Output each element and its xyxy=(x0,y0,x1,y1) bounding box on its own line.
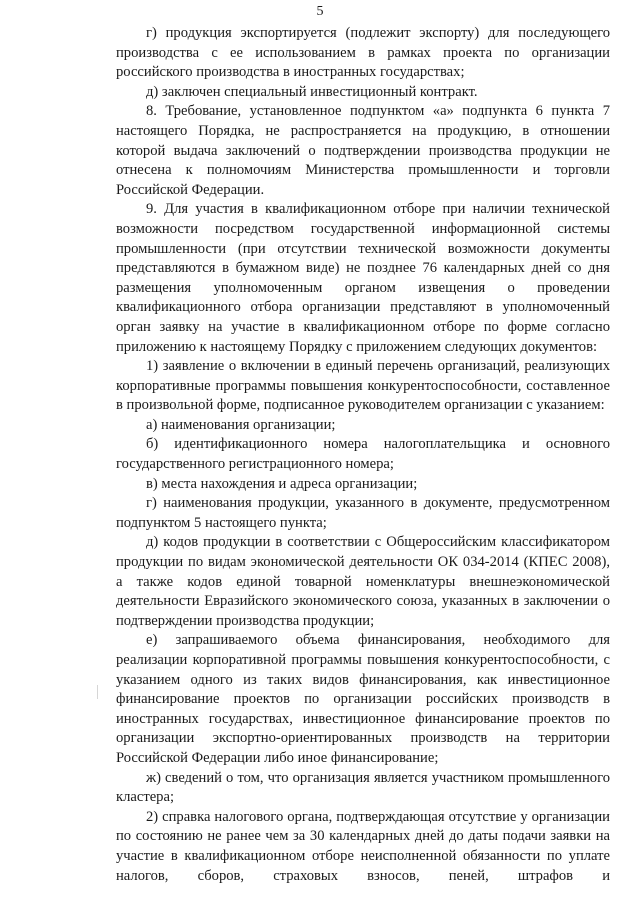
paragraph-subclause-2: 2) справка налогового органа, подтверждающая отсутствие у организации по состоянию не ранее чем за 30 календарных дней до даты подачи заявки на участие в квалификационном отборе неисполненной обязанности по уплате налогов, сборов, страховых взносов, пеней, штрафов и xyxy=(116,808,610,884)
paragraph-item-g: г) продукция экспортируется (подлежит экспорту) для последующего производства с ее использованием в рамках проекта по организации российского производства в иностранных государствах; xyxy=(116,25,610,81)
paragraph-subitem-e: е) запрашиваемого объема финансирования, необходимого для реализации корпоративной программы повышения конкурентоспособности, с указанием одного из таких видов финансирования, как инвестиционное финансирование проектов по организации российских производств в иностранных государствах, инвестиционное финансирование проектов по организации экспортно-ориентированных производств на территории Российской Федерации либо иное финансирование; xyxy=(116,632,610,766)
paragraph-subclause-1: 1) заявление о включении в единый перечень организаций, реализующих корпоративные программы повышения конкурентоспособности, составленное в произвольной форме, подписанное руководителем организации с указанием: xyxy=(116,358,610,414)
margin-mark xyxy=(97,685,98,699)
paragraph-subitem-g: г) наименования продукции, указанного в документе, предусмотренном подпунктом 5 настоящего пункта; xyxy=(116,495,610,531)
page-number: 5 xyxy=(316,4,324,19)
document-body xyxy=(116,24,610,886)
paragraph-clause-9: 9. Для участия в квалификационном отборе при наличии технической возможности посредством государственной информационной системы промышленности (при отсутствии технической возможности документы представляются в бумажном виде) не позднее 76 календарных дней со дня размещения уполномоченным органом извещения о проведении квалификационного отбора организации представляют в уполномоченный орган заявку на участие в квалификационном отборе по форме согласно приложению к настоящему Порядку с приложением следующих документов: xyxy=(116,201,610,355)
paragraph-subitem-zh: ж) сведений о том, что организация является участником промышленного кластера; xyxy=(116,769,610,806)
paragraph-subitem-v: в) места нахождения и адреса организации; xyxy=(146,475,418,492)
paragraph-subitem-d: д) кодов продукции в соответствии с Общероссийским классификатором продукции по видам экономической деятельности ОК 034-2014 (КПЕС 2008), а также кодов единой товарной номенклатуры внешнеэкономической деятельности Евразийского экономического союза, указанных в заключении о подтверждении производства продукции; xyxy=(116,534,610,629)
paragraph-subitem-b: б) идентификационного номера налогоплательщика и основного государственного регистрационного номера; xyxy=(116,436,610,473)
paragraph-item-d: д) заключен специальный инвестиционный контракт. xyxy=(146,83,478,100)
paragraph-clause-8: 8. Требование, установленное подпунктом «а» подпункта 6 пункта 7 настоящего Порядка, не распространяется на продукцию, в отношении которой выдача заключений о подтверждении производства продукции не отнесена к полномочиям Министерства промышленности и торговли Российской Федерации. xyxy=(116,103,610,198)
paragraph-subitem-a: а) наименования организации; xyxy=(146,416,336,433)
